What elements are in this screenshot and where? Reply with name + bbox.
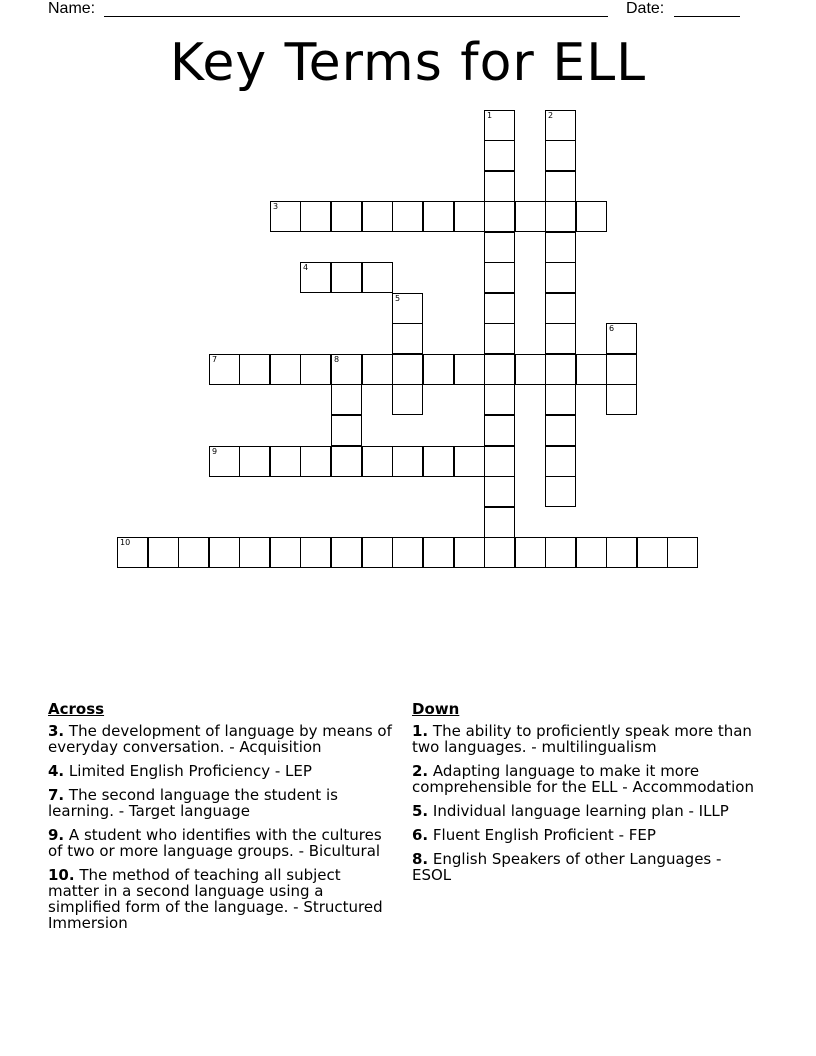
- crossword-cell[interactable]: [362, 354, 393, 385]
- clue-number: 3.: [48, 722, 65, 740]
- crossword-cell[interactable]: [362, 262, 393, 293]
- crossword-cell[interactable]: [545, 171, 576, 202]
- crossword-cell[interactable]: [484, 323, 515, 354]
- crossword-cell[interactable]: [209, 446, 240, 477]
- crossword-cell[interactable]: [362, 201, 393, 232]
- crossword-cell[interactable]: [239, 537, 270, 568]
- crossword-cell[interactable]: [576, 537, 607, 568]
- clue-across-9: [48, 827, 393, 859]
- across-clues: [48, 701, 393, 939]
- crossword-cell[interactable]: [331, 446, 362, 477]
- cell-number: 3: [273, 202, 279, 211]
- crossword-cell[interactable]: [484, 110, 515, 141]
- clue-text: The ability to proficiently speak more than two languages. - multilingualism: [412, 722, 752, 756]
- crossword-cell[interactable]: [484, 537, 515, 568]
- crossword-cell[interactable]: [637, 537, 668, 568]
- crossword-cell[interactable]: [392, 446, 423, 477]
- clue-text: English Speakers of other Languages - ESOL: [412, 850, 722, 884]
- crossword-cell[interactable]: [545, 293, 576, 324]
- crossword-cell[interactable]: [545, 354, 576, 385]
- crossword-cell[interactable]: [545, 232, 576, 263]
- clue-text: The method of teaching all subject matter in a second language using a simplified form of the language. - Structured Immersion: [48, 866, 383, 932]
- down-heading: Down: [412, 700, 460, 718]
- crossword-cell[interactable]: [454, 201, 485, 232]
- page-title: Key Terms for ELL: [169, 33, 647, 93]
- crossword-cell[interactable]: [545, 537, 576, 568]
- cell-number: 7: [212, 355, 218, 364]
- crossword-cell[interactable]: [209, 354, 240, 385]
- clue-down-5: [412, 803, 757, 819]
- crossword-cell[interactable]: [545, 323, 576, 354]
- crossword-cell[interactable]: [454, 537, 485, 568]
- crossword-cell[interactable]: [423, 354, 454, 385]
- crossword-cell[interactable]: [331, 201, 362, 232]
- crossword-cell[interactable]: [117, 537, 148, 568]
- clue-text: The development of language by means of everyday conversation. - Acquisition: [48, 722, 392, 756]
- crossword-cell[interactable]: [454, 446, 485, 477]
- crossword-cell[interactable]: [270, 537, 301, 568]
- crossword-cell[interactable]: [545, 262, 576, 293]
- cell-number: 1: [487, 111, 493, 120]
- crossword-cell[interactable]: [331, 262, 362, 293]
- crossword-cell[interactable]: [515, 354, 546, 385]
- crossword-cell[interactable]: [300, 354, 331, 385]
- crossword-cell[interactable]: [484, 171, 515, 202]
- crossword-cell[interactable]: [667, 537, 698, 568]
- clue-number: 5.: [412, 802, 429, 820]
- cell-number: 8: [334, 355, 340, 364]
- crossword-cell[interactable]: [392, 323, 423, 354]
- clue-down-2: [412, 763, 757, 795]
- crossword-cell[interactable]: [484, 354, 515, 385]
- crossword-cell[interactable]: [392, 354, 423, 385]
- crossword-cell[interactable]: [178, 537, 209, 568]
- crossword-cell[interactable]: [300, 446, 331, 477]
- clue-text: The second language the student is learning. - Target language: [48, 786, 338, 820]
- crossword-cell[interactable]: [362, 537, 393, 568]
- crossword-cell[interactable]: [239, 446, 270, 477]
- crossword-cell[interactable]: [392, 384, 423, 415]
- cell-number: 4: [303, 263, 309, 272]
- crossword-cell[interactable]: [239, 354, 270, 385]
- clue-number: 7.: [48, 786, 65, 804]
- crossword-cell[interactable]: [331, 537, 362, 568]
- crossword-cell[interactable]: [209, 537, 240, 568]
- crossword-cell[interactable]: [484, 293, 515, 324]
- clue-number: 2.: [412, 762, 429, 780]
- crossword-cell[interactable]: [300, 262, 331, 293]
- crossword-cell[interactable]: [606, 354, 637, 385]
- crossword-cell[interactable]: [545, 446, 576, 477]
- clue-down-1: [412, 723, 757, 755]
- crossword-cell[interactable]: [484, 201, 515, 232]
- crossword-cell[interactable]: [484, 262, 515, 293]
- name-label: Name:: [48, 0, 96, 17]
- clue-text: Adapting language to make it more comprehensible for the ELL - Accommodation: [412, 762, 754, 796]
- clue-across-3: [48, 723, 393, 755]
- crossword-cell[interactable]: [392, 293, 423, 324]
- crossword-cell[interactable]: [484, 232, 515, 263]
- clue-number: 8.: [412, 850, 429, 868]
- clue-across-7: [48, 787, 393, 819]
- crossword-cell[interactable]: [392, 201, 423, 232]
- crossword-cell[interactable]: [484, 384, 515, 415]
- crossword-cell[interactable]: [545, 201, 576, 232]
- crossword-cell[interactable]: [515, 201, 546, 232]
- cell-number: 10: [120, 538, 131, 547]
- clue-across-4: [48, 763, 393, 779]
- clue-text: Limited English Proficiency - LEP: [68, 762, 312, 780]
- clue-number: 9.: [48, 826, 65, 844]
- crossword-cell[interactable]: [362, 446, 393, 477]
- cell-number: 2: [548, 111, 554, 120]
- crossword-cell[interactable]: [545, 384, 576, 415]
- crossword-cell[interactable]: [576, 354, 607, 385]
- crossword-cell[interactable]: [331, 384, 362, 415]
- crossword-cell[interactable]: [545, 476, 576, 507]
- crossword-cell[interactable]: [423, 201, 454, 232]
- crossword-cell[interactable]: [423, 446, 454, 477]
- crossword-cell[interactable]: [270, 446, 301, 477]
- crossword-cell[interactable]: [484, 446, 515, 477]
- crossword-cell[interactable]: [606, 537, 637, 568]
- clue-number: 6.: [412, 826, 429, 844]
- crossword-cell[interactable]: [545, 415, 576, 446]
- crossword-cell[interactable]: [392, 537, 423, 568]
- crossword-cell[interactable]: [484, 476, 515, 507]
- crossword-cell[interactable]: [300, 537, 331, 568]
- crossword-cell[interactable]: [545, 110, 576, 141]
- clue-down-8: [412, 851, 757, 883]
- crossword-cell[interactable]: [148, 537, 179, 568]
- crossword-cell[interactable]: [484, 415, 515, 446]
- clue-text: Individual language learning plan - ILLP: [432, 802, 729, 820]
- across-heading: Across: [48, 700, 105, 718]
- crossword-cell[interactable]: [270, 354, 301, 385]
- crossword-cell[interactable]: [576, 201, 607, 232]
- cell-number: 9: [212, 447, 218, 456]
- crossword-cell[interactable]: [545, 140, 576, 171]
- crossword-cell[interactable]: [270, 201, 301, 232]
- clue-across-10: [48, 867, 393, 931]
- date-label: Date:: [626, 0, 665, 17]
- crossword-cell[interactable]: [300, 201, 331, 232]
- clue-number: 1.: [412, 722, 429, 740]
- crossword-cell[interactable]: [606, 384, 637, 415]
- cell-number: 6: [609, 324, 615, 333]
- crossword-cell[interactable]: [606, 323, 637, 354]
- clue-down-6: [412, 827, 757, 843]
- down-clues: [412, 701, 757, 891]
- cell-number: 5: [395, 294, 401, 303]
- clue-text: A student who identifies with the cultures of two or more language groups. - Bicultural: [48, 826, 382, 860]
- crossword-cell[interactable]: [331, 415, 362, 446]
- clue-number: 10.: [48, 866, 75, 884]
- crossword-cell[interactable]: [484, 507, 515, 538]
- clue-text: Fluent English Proficient - FEP: [432, 826, 656, 844]
- crossword-cell[interactable]: [454, 354, 485, 385]
- crossword-cell[interactable]: [423, 537, 454, 568]
- clue-number: 4.: [48, 762, 65, 780]
- crossword-cell[interactable]: [331, 354, 362, 385]
- crossword-cell[interactable]: [515, 537, 546, 568]
- crossword-cell[interactable]: [484, 140, 515, 171]
